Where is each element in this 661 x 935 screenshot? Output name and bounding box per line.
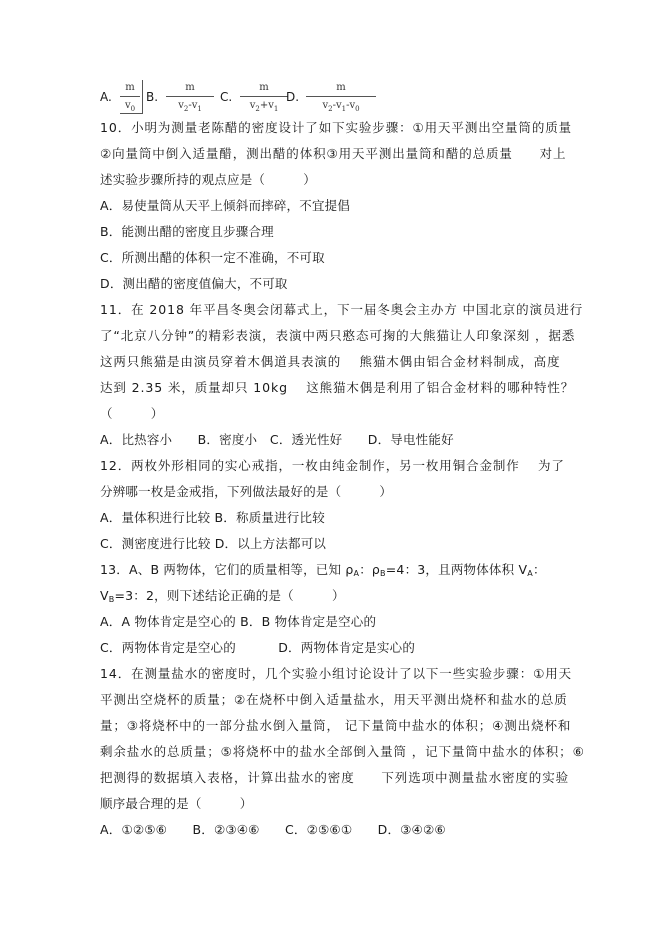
q11-options: A．比热容小 B．密度小 C．透光性好 D．导电性能好 <box>100 432 454 447</box>
q14-stem-line-6: 顺序最合理的是（ ） <box>100 796 253 811</box>
q12-stem-line-1: 12．两枚外形相同的实心戒指，一枚由纯金制作，另一枚用铜合金制作 为了 <box>100 458 565 473</box>
fraction: m $v_2+v_1$ <box>240 80 288 113</box>
q13-options-cd: C．两物体肯定是空心的 D．两物体肯定是实心的 <box>100 640 416 655</box>
q12-options-ab: A．量体积进行比较 B．称质量进行比较 <box>100 510 325 525</box>
fraction: m $v_2-v_1$ <box>166 80 214 113</box>
fraction: m $v_2-v_1-v_0$ <box>306 80 376 113</box>
q14-stem-line-4: 剩余盐水的总质量；⑤将烧杯中的盐水全部倒入量筒 ，记下量筒中盐水的体积；⑥ <box>100 744 585 759</box>
q10-option-c: C．所测出醋的体积一定不准确，不可取 <box>100 250 325 265</box>
q11-stem-line-2: 了“北京八分钟”的精彩表演，表演中两只憨态可掬的大熊猫让人印象深刻 ，据悉 <box>100 328 576 343</box>
q13-options-ab: A．A 物体肯定是空心的 B．B 物体肯定是空心的 <box>100 614 377 629</box>
q11-stem-line-3: 这两只熊猫是由演员穿着木偶道具表演的 熊猫木偶由铝合金材料制成，高度 <box>100 354 561 369</box>
q13-stem-line-1: 13．A、B 两物体，它们的质量相等，已知 $\rho_A$：$\rho_B=4$：3，且两物体体积 $V_A$： <box>100 562 546 578</box>
q14-stem-line-1: 14．在测量盐水的密度时，几个实验小组讨论设计了以下一些实验步骤：①用天 <box>100 666 573 681</box>
q10-option-d: D．测出醋的密度值偏大，不可取 <box>100 276 288 291</box>
q14-stem-line-2: 平测出空烧杯的质量；②在烧杯中倒入适量盐水，用天平测出烧杯和盐水的总质 <box>100 692 568 707</box>
q13-stem-line-2: $V_B=3$：2，则下述结论正确的是（ ） <box>100 588 345 604</box>
q10-option-b: B．能测出醋的密度且步骤合理 <box>100 224 274 239</box>
q11-stem-line-1: 11．在 2018 年平昌冬奥会闭幕式上，下一届冬奥会主办方 中国北京的演员进行 <box>100 302 584 317</box>
option-label: A. <box>100 90 112 104</box>
q10-stem-line-3: 述实验步骤所持的观点应是（ ） <box>100 172 316 187</box>
fraction: m $v_0$ <box>120 80 143 114</box>
q11-stem-line-4: 达到 2.35 米，质量却只 10kg 这熊猫木偶是利用了铝合金材料的哪种特性？ <box>100 380 575 395</box>
option-label: B. <box>146 90 159 104</box>
option-label: D. <box>286 90 300 104</box>
q10-stem-line-1: 10．小明为测量老陈醋的密度设计了如下实验步骤：①用天平测出空量筒的质量 <box>100 120 573 135</box>
option-label: C. <box>220 90 233 104</box>
q12-stem-line-2: 分辨哪一枚是金戒指，下列做法最好的是（ ） <box>100 484 393 499</box>
q11-stem-line-5: （ ） <box>100 406 164 421</box>
q12-options-cd: C．测密度进行比较 D．以上方法都可以 <box>100 536 327 551</box>
q14-options: A．①②⑤⑥ B．②③④⑥ C．②⑤⑥① D．③④②⑥ <box>100 822 446 837</box>
q10-option-a: A．易使量筒从天平上倾斜而摔碎，不宜提倡 <box>100 198 351 213</box>
q14-stem-line-5: 把测得的数据填入表格，计算出盐水的密度 下列选项中测量盐水密度的实验 <box>100 770 570 785</box>
q14-stem-line-3: 量；③将烧杯中的一部分盐水倒入量筒， 记下量筒中盐水的体积；④测出烧杯和 <box>100 718 572 733</box>
q10-stem-line-2: ②向量筒中倒入适量醋，测出醋的体积③用天平测出量筒和醋的总质量 对上 <box>100 146 567 161</box>
